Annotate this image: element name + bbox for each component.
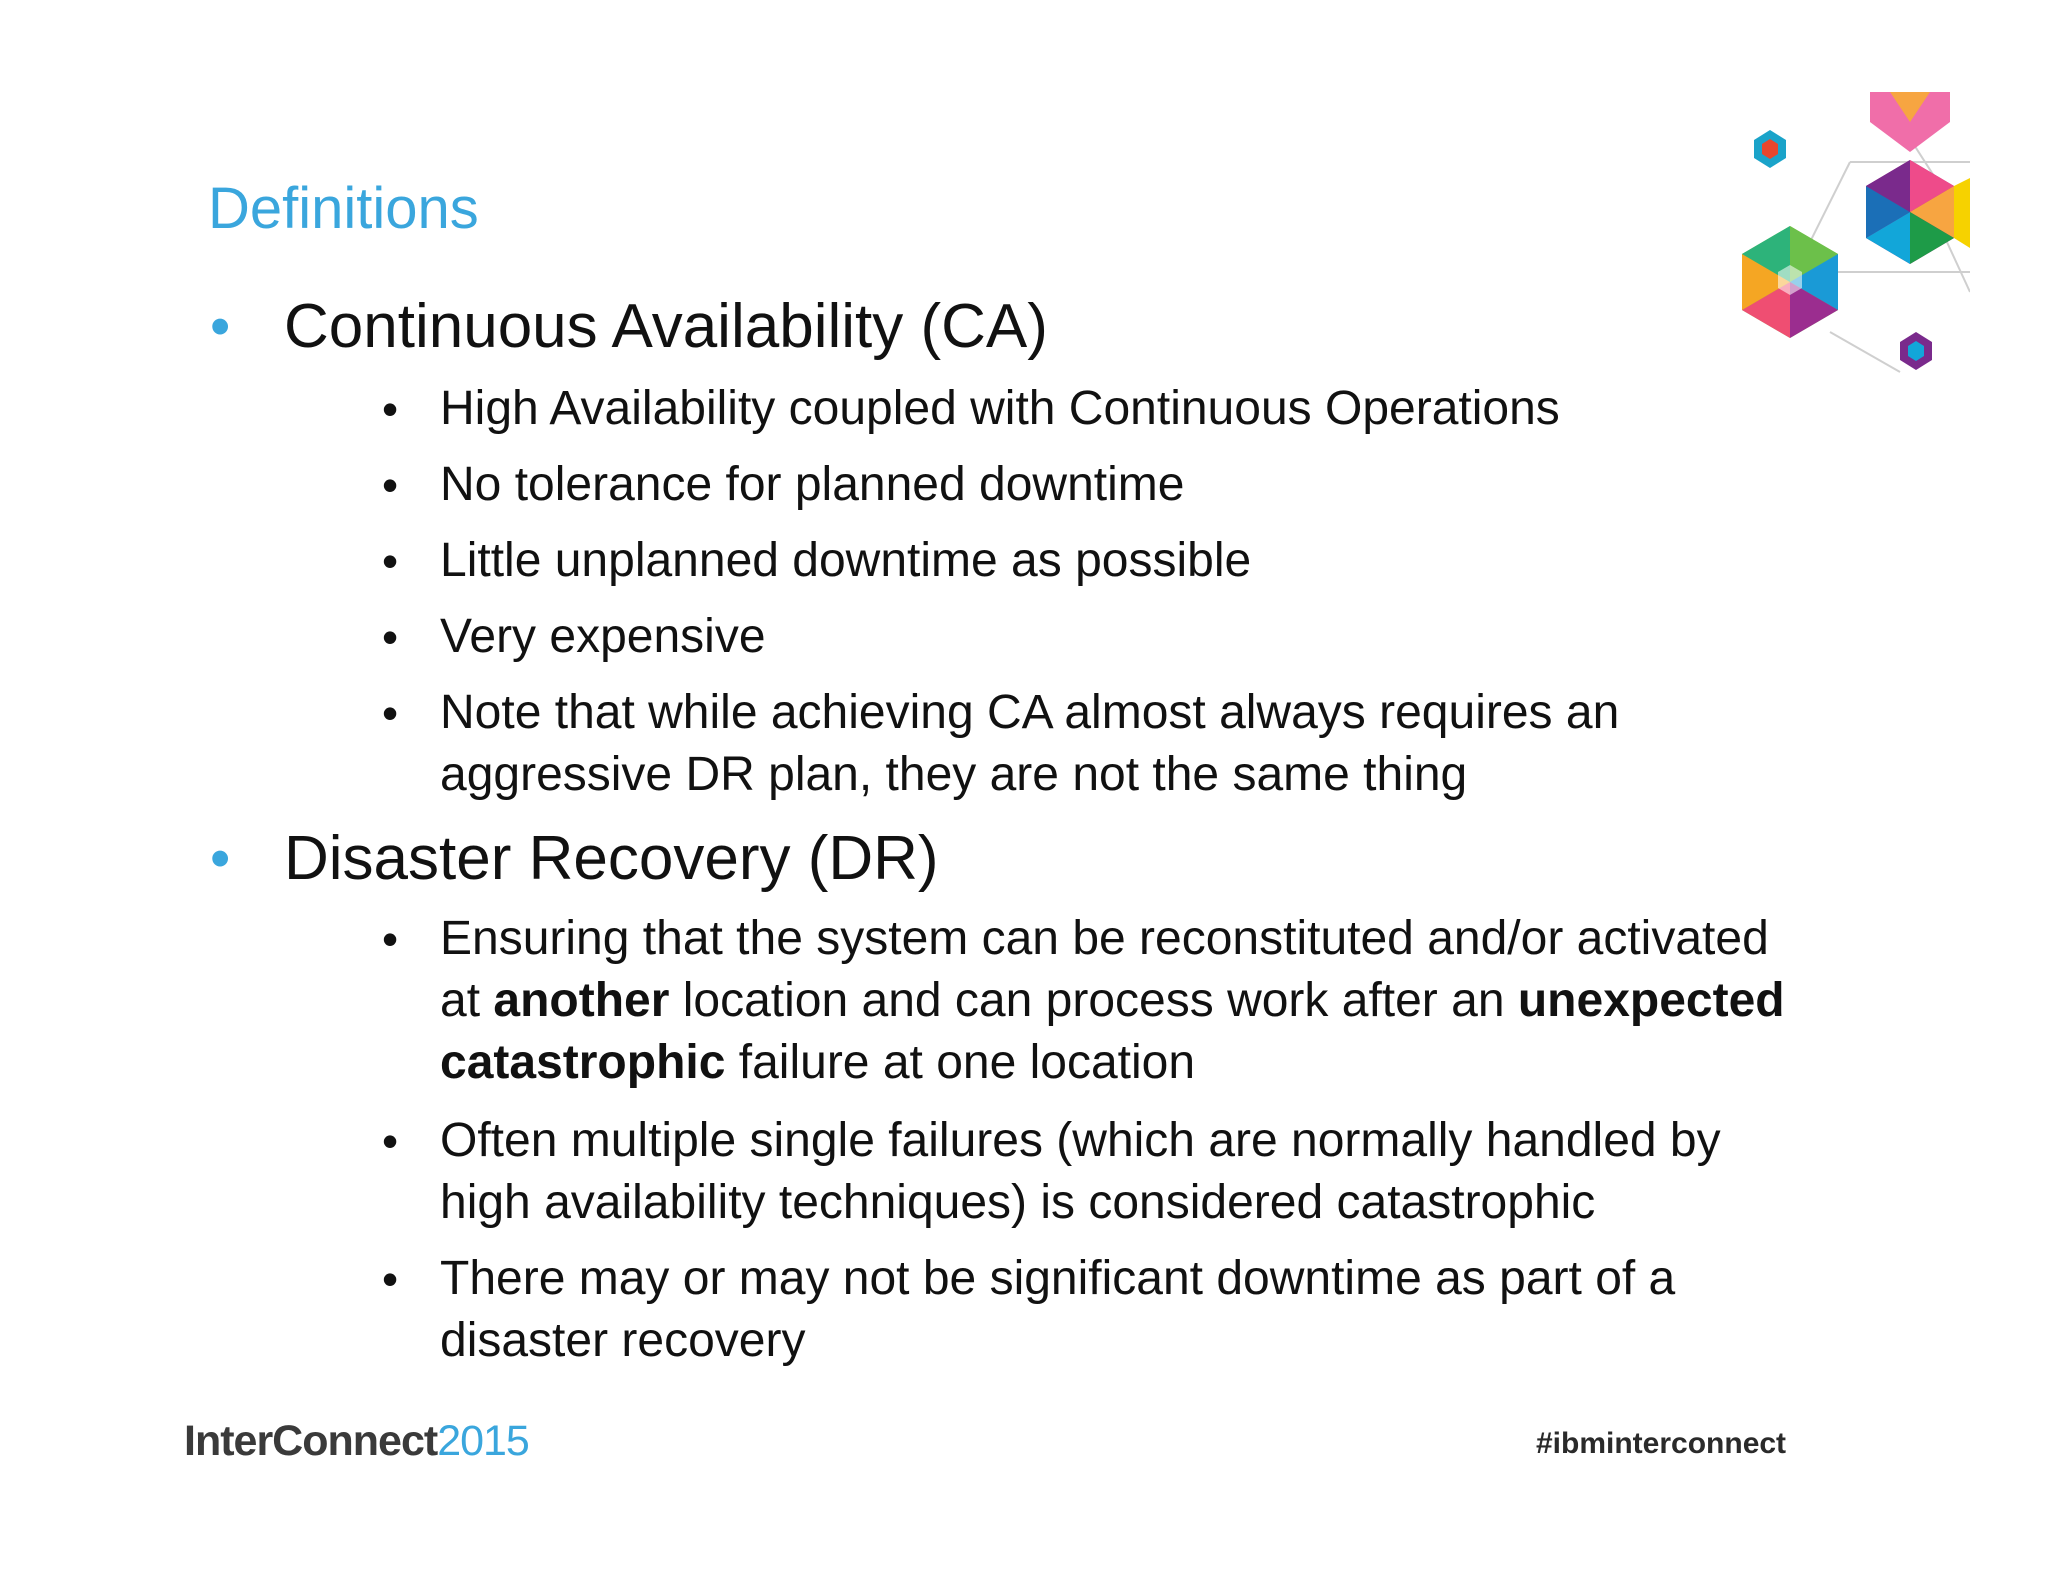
text-run: location and can process work after an [669, 974, 1518, 1027]
text-run: failure at one location [725, 1036, 1196, 1089]
footer-brand-logo [184, 1416, 529, 1466]
bullet-icon: • [210, 294, 231, 359]
emphasis-another: another [493, 974, 670, 1027]
slide-title: Definitions [208, 176, 479, 241]
list-item-text: Very expensive [440, 610, 766, 663]
bullet-icon: • [210, 826, 231, 891]
text-run: at [440, 974, 494, 1027]
section-heading-ca: Continuous Availability (CA) [284, 292, 1048, 361]
hexagon-cluster-logo-icon [1730, 92, 1970, 384]
list-item-text [440, 682, 1940, 806]
bullet-icon: • [382, 1115, 399, 1167]
brand-name: InterConnect [184, 1417, 438, 1465]
list-item-line: high availability techniques) is considered catastrophic [440, 1176, 1596, 1229]
bullet-icon: • [382, 383, 399, 435]
bullet-icon: • [382, 687, 399, 739]
footer-hashtag: #ibminterconnect [1536, 1427, 1787, 1460]
list-item-text: Little unplanned downtime as possible [440, 534, 1252, 587]
list-item-text: No tolerance for planned downtime [440, 458, 1185, 511]
bullet-icon: • [382, 1253, 399, 1305]
bullet-icon: • [382, 611, 399, 663]
list-item-text: High Availability coupled with Continuous Operations [440, 382, 1560, 435]
emphasis-catastrophic: catastrophic [440, 1036, 726, 1089]
list-item-line: Often multiple single failures (which are normally handled by [440, 1114, 1721, 1167]
list-item-text [440, 908, 1940, 1094]
list-item-line: aggressive DR plan, they are not the same thing [440, 748, 1468, 801]
list-item-text [440, 1248, 1940, 1372]
emphasis-unexpected: unexpected [1517, 974, 1785, 1027]
section-heading-dr: Disaster Recovery (DR) [284, 824, 939, 893]
bullet-icon: • [382, 913, 399, 965]
bullet-icon: • [382, 459, 399, 511]
list-item-line: disaster recovery [440, 1314, 806, 1367]
bullet-icon: • [382, 535, 399, 587]
list-item-text [440, 1110, 1940, 1234]
brand-year: 2015 [437, 1417, 529, 1465]
list-item-line: There may or may not be significant downtime as part of a [440, 1252, 1676, 1305]
list-item-line: Ensuring that the system can be reconstituted and/or activated [440, 912, 1769, 965]
list-item-line: Note that while achieving CA almost always requires an [440, 686, 1620, 739]
